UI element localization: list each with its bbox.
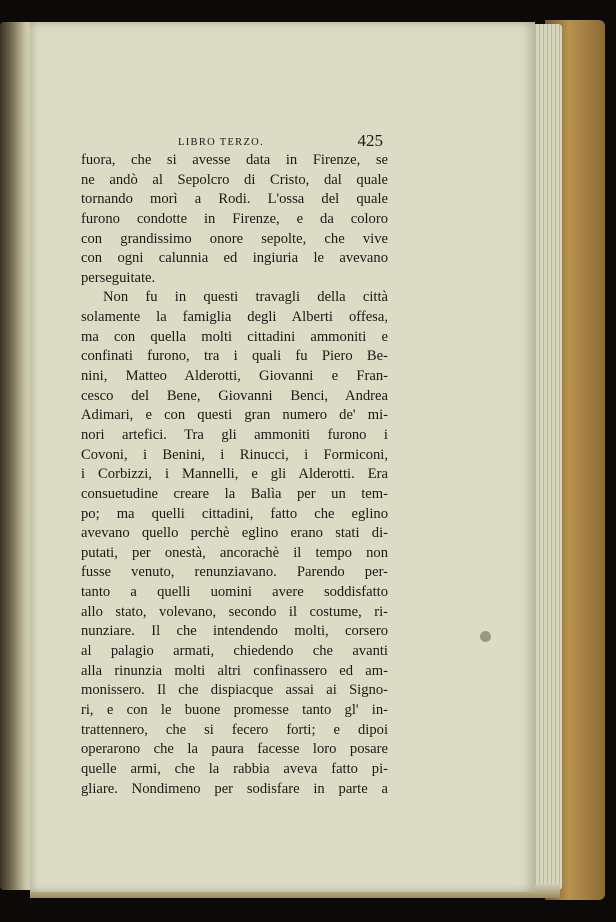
text-line: po; ma quelli cittadini, fatto che eglino [81,505,388,522]
text-line: fuora, che si avesse data in Firenze, se [81,152,388,168]
text-line: nini, Matteo Alderotti, Giovanni e Fran- [81,368,388,385]
text-line: furono condotte in Firenze, e da coloro [81,210,388,227]
text-line: putati, per onestà, ancorachè il tempo non [81,544,388,561]
text-line: Non fu in questi travagli della città [103,289,388,306]
text-line: al palagio armati, chiedendo che avanti [81,643,388,660]
text-line: monissero. Il che dispiacque assai ai Signo- [81,682,388,699]
text-line: nori artefici. Tra gli ammoniti furono i [81,426,388,443]
text-line: cesco del Bene, Giovanni Benci, Andrea [81,387,388,404]
text-line: nunziare. Il che intendendo molti, corsero [81,623,388,640]
paper-stain [480,631,491,642]
text-line: ri, e con le buone promesse tanto gl' in- [81,701,388,718]
text-line: fusse venuto, renunziavano. Parendo per- [81,564,388,581]
text-line: confinati furono, tra i quali fu Piero Be- [81,348,388,365]
text-line: allo stato, volevano, secondo il costume, ri- [81,603,388,620]
text-line: trattennero, che si fecero forti; e dipoi [81,721,388,738]
text-line: tornando morì a Rodi. L'ossa del quale [81,191,388,208]
text-line: operarono che la paura facesse loro posare [81,741,388,758]
body-text [81,151,388,799]
text-line: Adimari, e con questi gran numero de' mi- [81,407,388,424]
text-line: alla rinunzia molti altri confinassero ed am- [81,662,388,679]
text-line: solamente la famiglia degli Alberti offesa, [81,309,388,326]
text-line: Covoni, i Benini, i Rinucci, i Formiconi, [81,446,388,463]
running-head: LIBRO TERZO. [178,137,264,148]
text-line: quelle armi, che la rabbia aveva fatto pi- [81,760,388,777]
text-line: i Corbizzi, i Mannelli, e gli Alderotti. Era [81,466,388,483]
text-line: gliare. Nondimeno per sodisfare in parte a [81,780,388,797]
text-line: avevano quello perchè eglino erano stati di- [81,525,388,542]
page-header [178,131,383,153]
text-line: tanto a quelli uomini avere soddisfatto [81,584,388,601]
text-line: con ogni calunnia ed ingiuria le avevano [81,250,388,267]
text-line: ma con quella molti cittadini ammoniti e [81,328,388,345]
text-line: con grandissimo onore sepolte, che vive [81,230,388,247]
left-page-edge [0,22,34,890]
page-number: 425 [357,131,383,150]
text-line: perseguitate. [81,269,156,286]
text-line: consuetudine creare la Balìa per un tem- [81,485,388,502]
text-line: ne andò al Sepolcro di Cristo, dal quale [81,171,388,188]
